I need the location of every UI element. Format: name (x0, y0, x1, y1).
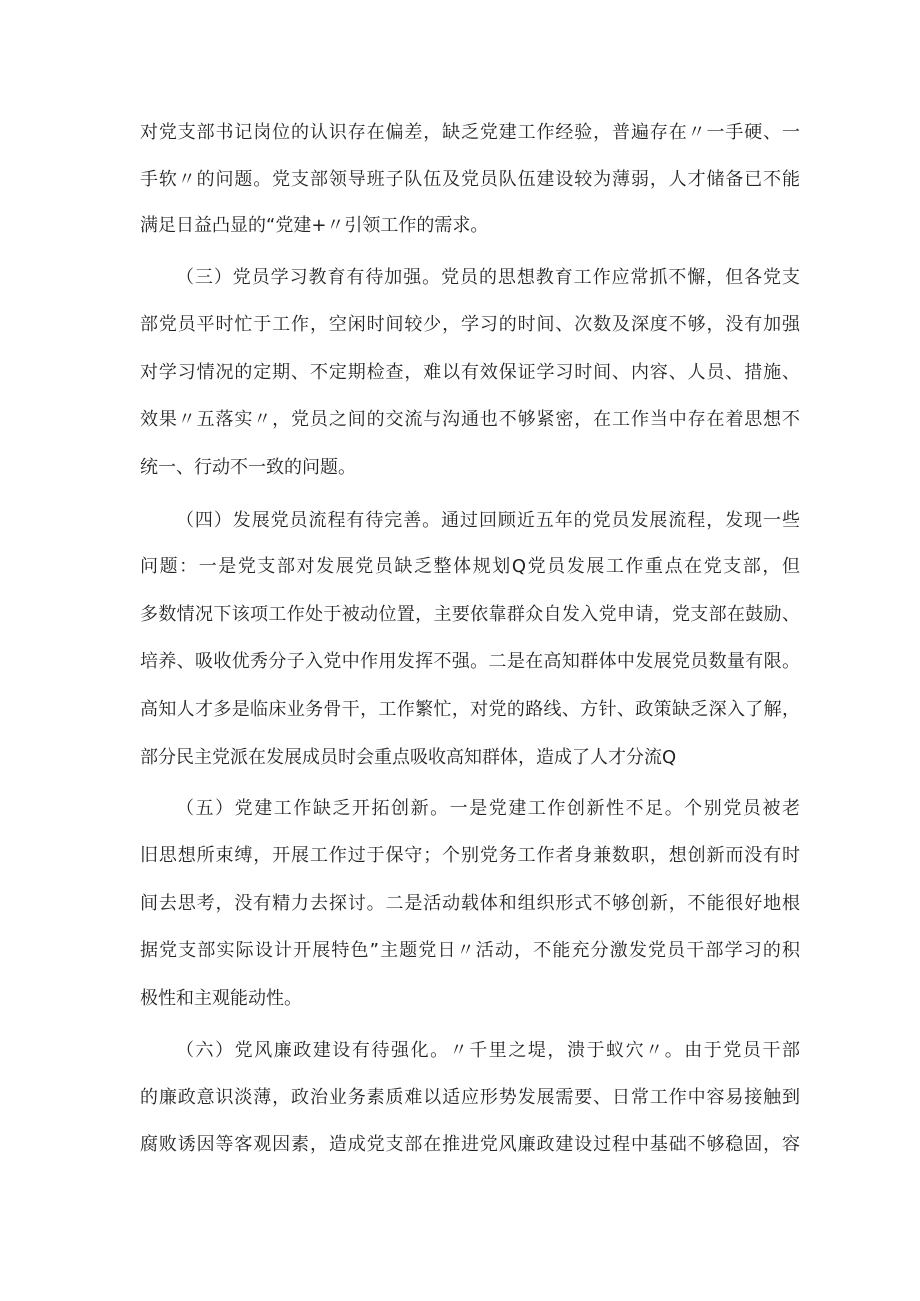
paragraph-line: 极性和主观能动性。 (140, 988, 302, 1009)
paragraph-line: 培养、吸收优秀分子入党中作用发挥不强。二是在高知群体中发展党员数量有限。 (140, 651, 800, 672)
paragraph-line: 高知人才多是临床业务骨干，工作繁忙，对党的路线、方针、政策缺乏深入了解， (140, 699, 800, 720)
paragraph-line: （六）党风廉政建设有待强化。〃千里之堤，溃于蚁穴〃。由于党员干部 (176, 1040, 800, 1061)
paragraph-line: 对学习情况的定期、不定期检查，难以有效保证学习时间、内容、人员、措施、 (140, 362, 800, 383)
paragraph-line: 对党支部书记岗位的认识存在偏差，缺乏党建工作经验，普遍存在〃一手硬、一 (140, 122, 800, 143)
paragraph-line: 部党员平时忙于工作，空闲时间较少，学习的时间、次数及深度不够，没有加强 (140, 314, 800, 335)
paragraph-line: 部分民主党派在发展成员时会重点吸收高知群体，造成了人才分流Q (140, 747, 677, 768)
paragraph-line: （三）党员学习教育有待加强。党员的思想教育工作应常抓不懈，但各党支 (176, 267, 800, 288)
paragraph-line: （四）发展党员流程有待完善。通过回顾近五年的党员发展流程，发现一些 (176, 510, 800, 531)
paragraph-line: 多数情况下该项工作处于被动位置，主要依靠群众自发入党申请，党支部在鼓励、 (140, 604, 800, 625)
paragraph-line: 旧思想所束缚，开展工作过于保守；个别党务工作者身兼数职，想创新而没有时 (140, 845, 800, 866)
paragraph-line: 问题：一是党支部对发展党员缺乏整体规划Q党员发展工作重点在党支部，但 (140, 556, 800, 577)
paragraph-line: 间去思考，没有精力去探讨。二是活动载体和组织形式不够创新，不能很好地根 (140, 893, 800, 914)
paragraph-line: （五）党建工作缺乏开拓创新。一是党建工作创新性不足。个别党员被老 (176, 798, 800, 819)
paragraph-line: 手软〃的问题。党支部领导班子队伍及党员队伍建设较为薄弱，人才储备已不能 (140, 169, 800, 190)
paragraph-line: 据党支部实际设计开展特色”主题党日〃活动，不能充分激发党员干部学习的积 (140, 940, 800, 961)
paragraph-line: 满足日益凸显的“党建+〃引领工作的需求。 (140, 215, 489, 236)
paragraph-line: 效果〃五落实〃，党员之间的交流与沟通也不够紧密，在工作当中存在着思想不 (140, 409, 800, 430)
paragraph-line: 的廉政意识淡薄，政治业务素质难以适应形势发展需要、日常工作中容易接触到 (140, 1087, 800, 1108)
paragraph-line: 腐败诱因等客观因素，造成党支部在推进党风廉政建设过程中基础不够稳固，容 (140, 1134, 800, 1155)
paragraph-line: 统一、行动不一致的问题。 (140, 457, 356, 478)
